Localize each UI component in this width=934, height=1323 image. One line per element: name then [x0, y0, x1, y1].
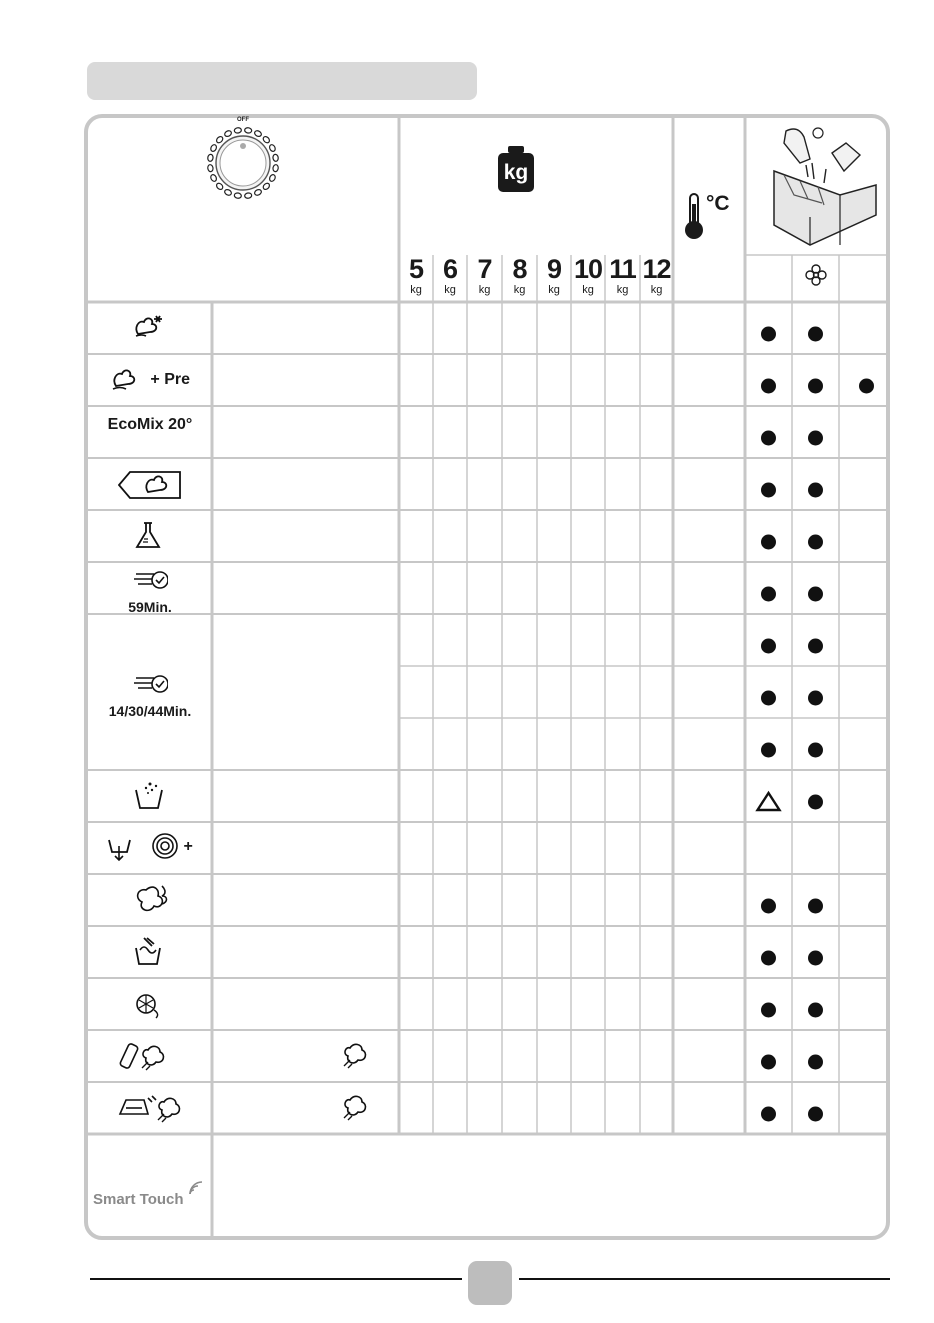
rapid-icon	[132, 670, 168, 702]
program-dot-mark	[761, 1055, 776, 1070]
kg-weight-icon	[496, 146, 536, 192]
program-dot-mark	[808, 639, 823, 654]
program-dot-mark	[808, 743, 823, 758]
program-symbol-text: + Pre	[150, 371, 191, 388]
program-dot-mark	[761, 951, 776, 966]
footer-rule-left	[90, 1278, 462, 1280]
iron-steam-icon	[118, 1092, 182, 1126]
program-dot-mark	[808, 1003, 823, 1018]
program-dot-mark	[808, 587, 823, 602]
program-symbol	[88, 1092, 212, 1126]
program-symbol-text: 14/30/44Min.	[108, 702, 192, 719]
program-symbol	[88, 884, 212, 916]
program-dot-mark	[761, 535, 776, 550]
program-dot-mark	[808, 899, 823, 914]
program-symbol	[88, 780, 212, 812]
detergent-drawer-icon	[774, 128, 876, 245]
load-capacity-number: 8	[512, 254, 527, 284]
program-dot-mark	[808, 535, 823, 550]
program-symbol	[88, 1040, 212, 1074]
load-capacity-unit: kg	[650, 284, 663, 296]
program-symbol	[88, 364, 212, 396]
program-symbol-text: +	[183, 838, 193, 855]
program-dot-mark	[808, 379, 823, 394]
program-symbol	[88, 566, 212, 616]
program-symbol-text: EcoMix 20°	[107, 416, 193, 433]
load-capacity-unit: kg	[513, 284, 526, 296]
rapid-icon	[132, 566, 168, 598]
temperature-unit-label: °C	[706, 192, 730, 215]
program-dot-mark	[761, 691, 776, 706]
program-dot-mark	[761, 431, 776, 446]
program-dot-mark	[761, 1003, 776, 1018]
flower-softener-icon	[804, 263, 828, 287]
program-symbol	[88, 312, 212, 344]
program-dot-mark	[761, 899, 776, 914]
program-dot-mark	[808, 327, 823, 342]
load-capacity-unit: kg	[548, 284, 560, 296]
program-dot-mark	[761, 1107, 776, 1122]
program-dot-mark	[808, 691, 823, 706]
steam-cloud-icon	[342, 1040, 370, 1075]
program-symbol	[88, 670, 212, 720]
program-symbol	[88, 832, 212, 862]
program-symbol	[88, 416, 212, 434]
program-dot-mark	[761, 327, 776, 342]
load-capacity-unit: kg	[616, 284, 629, 296]
program-dot-mark	[761, 587, 776, 602]
program-symbol	[88, 988, 212, 1020]
program-dot-mark	[859, 379, 874, 394]
drain-spin-icon	[107, 832, 179, 862]
load-capacity-unit: kg	[582, 284, 594, 296]
load-capacity-number: 10	[573, 254, 603, 284]
load-capacity-number: 12	[642, 254, 671, 284]
program-triangle-mark	[758, 793, 780, 810]
delicates-icon	[132, 884, 168, 916]
cotton-icon	[110, 364, 146, 396]
load-capacity-number: 7	[477, 254, 492, 284]
program-dot-mark	[808, 795, 823, 810]
rinse-icon	[132, 780, 168, 812]
program-dot-mark	[808, 431, 823, 446]
nfc-wave-icon	[188, 1180, 204, 1196]
load-capacity-number: 11	[609, 254, 636, 284]
flask-icon	[132, 520, 168, 552]
program-dot-mark	[808, 1055, 823, 1070]
smart-touch-logo	[93, 1188, 204, 1208]
baby-steam-icon	[118, 1040, 182, 1074]
steam-cloud-icon	[342, 1092, 370, 1127]
smart-touch-label: Smart Touch	[93, 1191, 184, 1208]
program-symbol	[88, 468, 212, 502]
program-symbol	[88, 520, 212, 552]
cotton-stain-icon	[132, 312, 168, 344]
wool-icon	[132, 988, 168, 1020]
load-capacity-unit: kg	[410, 284, 422, 296]
program-dot-mark	[761, 483, 776, 498]
load-capacity-number: 9	[546, 254, 562, 284]
program-dot-mark	[808, 951, 823, 966]
load-capacity-unit: kg	[478, 284, 491, 296]
kg-icon-label: kg	[503, 161, 529, 184]
program-dot-mark	[808, 1107, 823, 1122]
program-dot-mark	[808, 483, 823, 498]
load-capacity-number: 5	[408, 254, 424, 284]
page-number-tab	[468, 1261, 512, 1305]
program-dot-mark	[761, 639, 776, 654]
load-capacity-unit: kg	[444, 284, 456, 296]
thermometer-icon	[683, 192, 707, 242]
hand-wash-icon	[132, 936, 168, 968]
program-symbol	[88, 936, 212, 968]
program-dot-mark	[761, 743, 776, 758]
program-dial-icon	[207, 127, 278, 198]
load-capacity-number: 6	[442, 254, 458, 284]
dial-off-label: OFF	[237, 117, 249, 123]
program-dot-mark	[761, 379, 776, 394]
program-symbol-text: 59Min.	[128, 598, 172, 615]
cotton-tag-icon	[118, 468, 182, 502]
footer-rule-right	[519, 1278, 890, 1280]
